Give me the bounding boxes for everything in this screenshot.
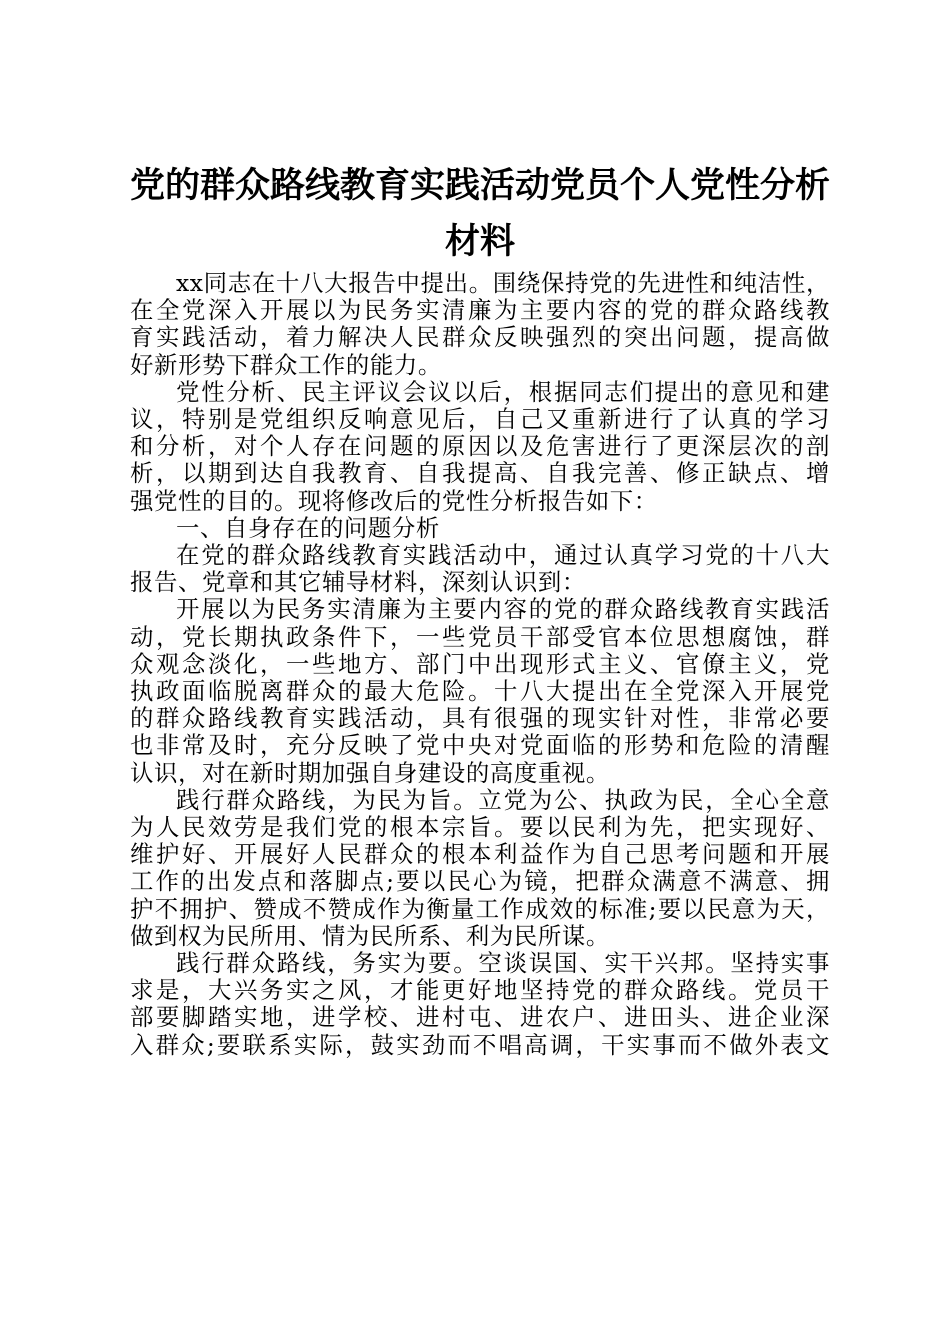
title-line: 材料 [444, 221, 515, 262]
text-line: 动，党长期执政条件下，一些党员干部受官本位思想腐蚀，群 [130, 622, 830, 651]
text-line: 践行群众路线，为民为旨。立党为公、执政为民，全心全意 [176, 785, 830, 814]
text-line: 部要脚踏实地，进学校、进村屯、进农户、进田头、进企业深 [130, 1003, 830, 1032]
text-line: 在党的群众路线教育实践活动中，通过认真学习党的十八大 [176, 541, 830, 570]
text-line: 党性分析、民主评议会议以后，根据同志们提出的意见和建 [176, 377, 830, 406]
text-line: 践行群众路线，务实为要。空谈误国、实干兴邦。坚持实事 [176, 949, 830, 978]
text-line: 做到权为民所用、情为民所系、利为民所谋。 [130, 921, 610, 950]
text-line: 求是，大兴务实之风，才能更好地坚持党的群众路线。党员干 [130, 976, 830, 1005]
text-line: 入群众;要联系实际，鼓实劲而不唱高调，干实事而不做外表文 [130, 1030, 830, 1059]
text-line: 也非常及时，充分反映了党中央对党面临的形势和危险的清醒 [130, 731, 830, 760]
paragraph-analysis [130, 379, 830, 515]
text-line: 开展以为民务实清廉为主要内容的党的群众路线教育实践活 [176, 595, 830, 624]
document-page [130, 158, 830, 1059]
text-line: 在全党深入开展以为民务实清廉为主要内容的党的群众路线教 [130, 296, 830, 325]
text-line: 和分析，对个人存在问题的原因以及危害进行了更深层次的剖 [130, 432, 830, 461]
text-line: 报告、党章和其它辅导材料，深刻认识到： [130, 568, 586, 597]
text-line: xx同志在十八大报告中提出。围绕保持党的先进性和纯洁性， [176, 269, 830, 297]
text-line: 的群众路线教育实践活动，具有很强的现实针对性，非常必要 [130, 704, 830, 733]
text-line: 一、自身存在的问题分析 [176, 513, 440, 542]
paragraph-activity [130, 596, 830, 786]
text-line: 析，以期到达自我教育、自我提高、自我完善、修正缺点、增 [130, 459, 830, 488]
section-heading [130, 515, 830, 542]
title-line: 党的群众路线教育实践活动党员个人党性分析 [129, 165, 830, 206]
text-line: 好新形势下群众工作的能力。 [130, 350, 442, 379]
text-line: 工作的出发点和落脚点;要以民心为镜，把群众满意不满意、拥 [130, 867, 830, 896]
text-line: 议，特别是党组织反响意见后，自己又重新进行了认真的学习 [130, 405, 830, 434]
text-line: 育实践活动，着力解决人民群众反映强烈的突出问题，提高做 [130, 323, 830, 352]
text-line: 认识，对在新时期加强自身建设的高度重视。 [130, 758, 610, 787]
document-body [130, 270, 830, 1059]
text-line: 护不拥护、赞成不赞成作为衡量工作成效的标准;要以民意为天， [130, 894, 830, 923]
paragraph-study [130, 542, 830, 596]
text-line: 强党性的目的。现将修改后的党性分析报告如下： [130, 486, 658, 515]
paragraph-intro [130, 270, 830, 379]
text-line: 执政面临脱离群众的最大危险。十八大提出在全党深入开展党 [130, 677, 830, 706]
paragraph-pragmatism [130, 950, 830, 1059]
text-line: 维护好、开展好人民群众的根本利益作为自己思考问题和开展 [130, 840, 830, 869]
paragraph-purpose [130, 787, 830, 950]
document-title [110, 158, 850, 270]
text-line: 众观念淡化，一些地方、部门中出现形式主义、官僚主义，党 [130, 649, 830, 678]
text-line: 为人民效劳是我们党的根本宗旨。要以民利为先，把实现好、 [130, 813, 830, 842]
